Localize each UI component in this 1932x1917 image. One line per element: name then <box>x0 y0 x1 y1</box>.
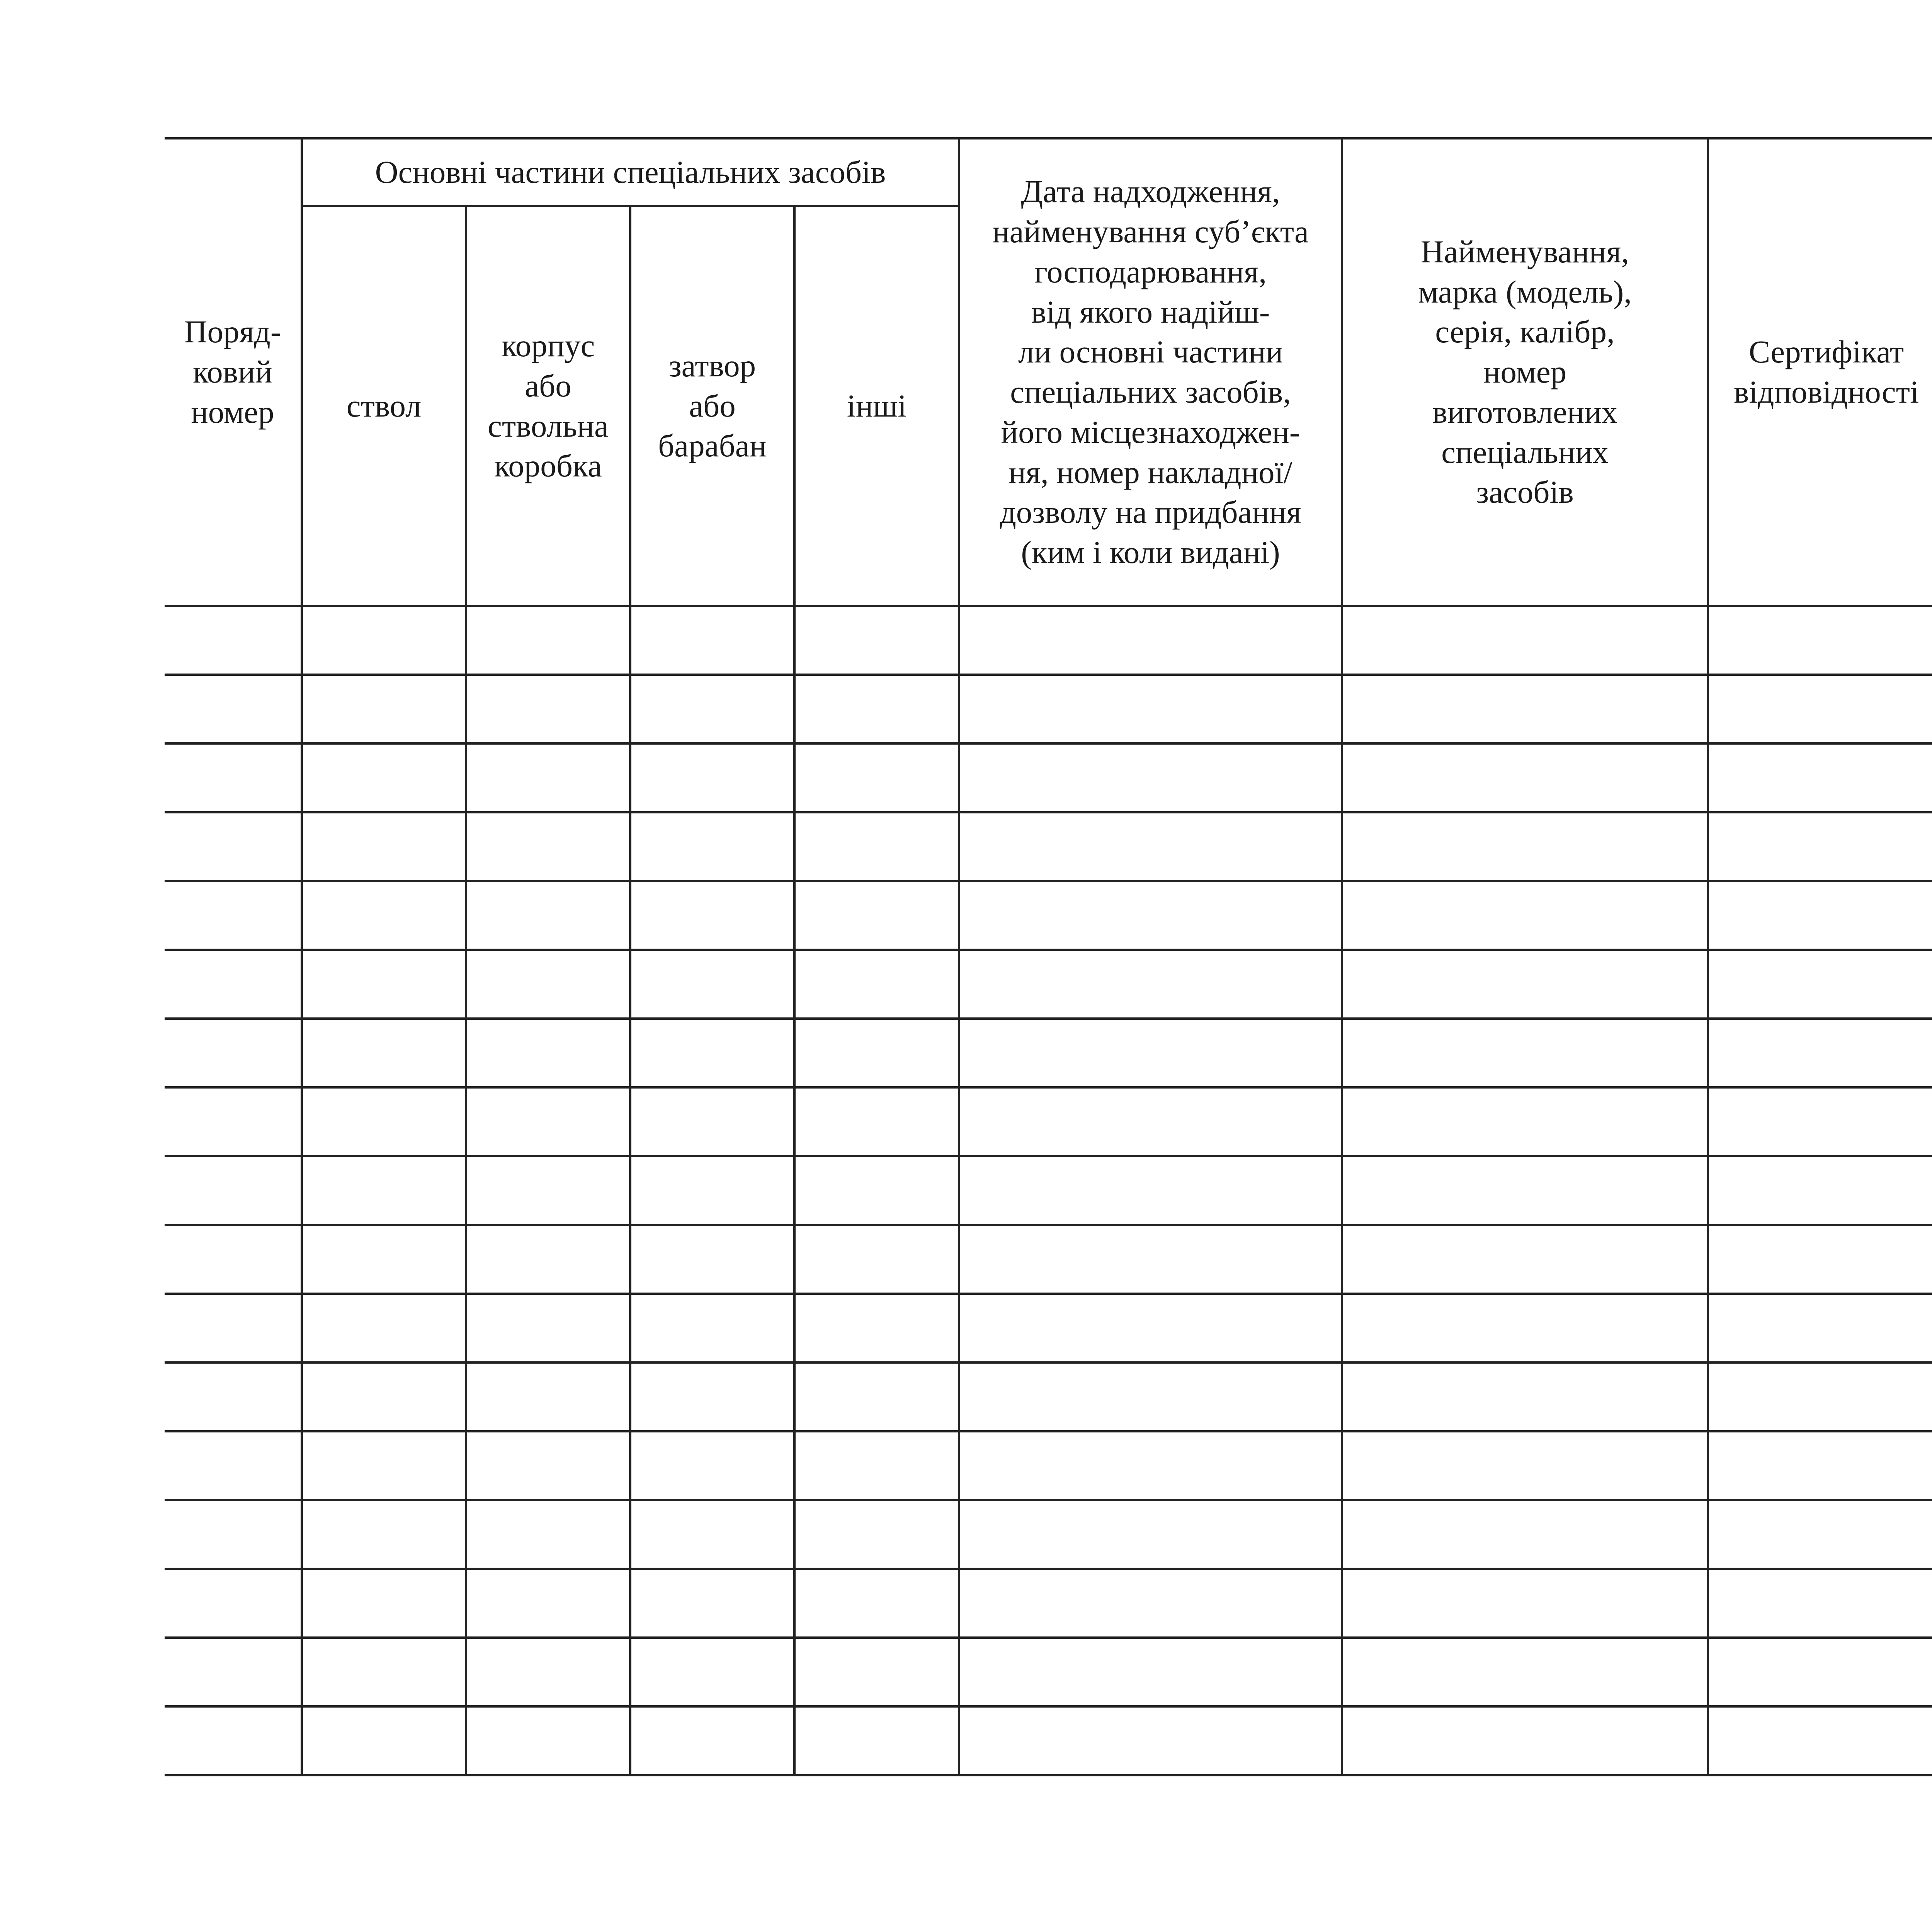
cell-receiver[interactable] <box>466 1500 630 1569</box>
column-header-receipt-label: Дата надходження, найменування суб’єкта господарювання, від якого надійш- ли основні частини спеціальних засобів, його місцезнаходжен- ня, номер накладної/ дозволу на придбання (ким і коли видані) <box>992 173 1309 570</box>
cell-product[interactable] <box>1342 1294 1708 1362</box>
cell-product[interactable] <box>1342 606 1708 675</box>
cell-product[interactable] <box>1342 1225 1708 1294</box>
cell-bolt[interactable] <box>630 812 794 881</box>
cell-barrel[interactable] <box>302 1569 466 1638</box>
table-row <box>165 950 1932 1019</box>
cell-number[interactable] <box>165 1431 302 1500</box>
cell-bolt[interactable] <box>630 1362 794 1431</box>
cell-receipt[interactable] <box>959 1569 1342 1638</box>
cell-barrel[interactable] <box>302 1362 466 1431</box>
table-row <box>165 1087 1932 1156</box>
cell-number[interactable] <box>165 606 302 675</box>
cell-number[interactable] <box>165 1569 302 1638</box>
cell-bolt[interactable] <box>630 1019 794 1087</box>
cell-number[interactable] <box>165 1500 302 1569</box>
table-row <box>165 1156 1932 1225</box>
cell-bolt[interactable] <box>630 881 794 950</box>
cell-certificate[interactable] <box>1708 743 1932 812</box>
cell-number[interactable] <box>165 1087 302 1156</box>
cell-product[interactable] <box>1342 675 1708 743</box>
column-header-bolt <box>630 206 794 606</box>
cell-other[interactable] <box>794 675 959 743</box>
cell-bolt[interactable] <box>630 1431 794 1500</box>
cell-product[interactable] <box>1342 1087 1708 1156</box>
cell-barrel[interactable] <box>302 1431 466 1500</box>
cell-receipt[interactable] <box>959 1156 1342 1225</box>
cell-bolt[interactable] <box>630 1087 794 1156</box>
column-header-barrel-label: ствол <box>346 388 422 424</box>
cell-other[interactable] <box>794 881 959 950</box>
cell-other[interactable] <box>794 743 959 812</box>
cell-certificate[interactable] <box>1708 1569 1932 1638</box>
column-header-number <box>165 138 302 606</box>
cell-number[interactable] <box>165 675 302 743</box>
cell-number[interactable] <box>165 1294 302 1362</box>
cell-receiver[interactable] <box>466 1156 630 1225</box>
cell-receiver[interactable] <box>466 1225 630 1294</box>
cell-certificate[interactable] <box>1708 1156 1932 1225</box>
cell-other[interactable] <box>794 1569 959 1638</box>
column-group-main-parts-label: Основні частини спеціальних засобів <box>375 154 886 190</box>
cell-certificate[interactable] <box>1708 950 1932 1019</box>
table-row <box>165 1706 1932 1775</box>
cell-product[interactable] <box>1342 1156 1708 1225</box>
table-row <box>165 1569 1932 1638</box>
cell-other[interactable] <box>794 950 959 1019</box>
cell-number[interactable] <box>165 812 302 881</box>
column-header-number-label: Поряд- ковий номер <box>184 314 281 430</box>
cell-barrel[interactable] <box>302 1225 466 1294</box>
table-row <box>165 1225 1932 1294</box>
column-header-other-label: інші <box>847 388 907 424</box>
cell-barrel[interactable] <box>302 743 466 812</box>
cell-bolt[interactable] <box>630 950 794 1019</box>
cell-number[interactable] <box>165 743 302 812</box>
table-header <box>165 138 1932 606</box>
table-row <box>165 1638 1932 1706</box>
cell-receipt[interactable] <box>959 1362 1342 1431</box>
cell-other[interactable] <box>794 1294 959 1362</box>
cell-number[interactable] <box>165 881 302 950</box>
column-header-barrel <box>302 206 466 606</box>
cell-certificate[interactable] <box>1708 812 1932 881</box>
cell-other[interactable] <box>794 1500 959 1569</box>
cell-number[interactable] <box>165 1156 302 1225</box>
cell-barrel[interactable] <box>302 1500 466 1569</box>
cell-certificate[interactable] <box>1708 1706 1932 1775</box>
cell-barrel[interactable] <box>302 1294 466 1362</box>
cell-bolt[interactable] <box>630 1156 794 1225</box>
cell-number[interactable] <box>165 950 302 1019</box>
cell-barrel[interactable] <box>302 1087 466 1156</box>
column-header-bolt-label: затвор або барабан <box>658 347 767 464</box>
column-header-certificate <box>1708 138 1932 606</box>
cell-receipt[interactable] <box>959 1500 1342 1569</box>
cell-receiver[interactable] <box>466 1019 630 1087</box>
cell-receiver[interactable] <box>466 1087 630 1156</box>
cell-certificate[interactable] <box>1708 1294 1932 1362</box>
cell-number[interactable] <box>165 1706 302 1775</box>
cell-receiver[interactable] <box>466 1569 630 1638</box>
cell-other[interactable] <box>794 1156 959 1225</box>
cell-receipt[interactable] <box>959 675 1342 743</box>
cell-receipt[interactable] <box>959 1225 1342 1294</box>
table-body <box>165 606 1932 1775</box>
cell-product[interactable] <box>1342 1019 1708 1087</box>
register-table <box>165 137 1932 1776</box>
cell-bolt[interactable] <box>630 675 794 743</box>
header-row-1 <box>165 138 1932 206</box>
cell-bolt[interactable] <box>630 1569 794 1638</box>
cell-product[interactable] <box>1342 881 1708 950</box>
cell-product[interactable] <box>1342 1431 1708 1500</box>
cell-number[interactable] <box>165 1638 302 1706</box>
cell-receiver[interactable] <box>466 1362 630 1431</box>
cell-other[interactable] <box>794 1087 959 1156</box>
cell-certificate[interactable] <box>1708 1362 1932 1431</box>
table-row <box>165 812 1932 881</box>
cell-product[interactable] <box>1342 1362 1708 1431</box>
cell-other[interactable] <box>794 1638 959 1706</box>
cell-receiver[interactable] <box>466 950 630 1019</box>
cell-receiver[interactable] <box>466 1294 630 1362</box>
cell-bolt[interactable] <box>630 1500 794 1569</box>
cell-receiver[interactable] <box>466 1431 630 1500</box>
table-row <box>165 1362 1932 1431</box>
column-header-other <box>794 206 959 606</box>
cell-number[interactable] <box>165 1362 302 1431</box>
cell-barrel[interactable] <box>302 1019 466 1087</box>
table-row <box>165 675 1932 743</box>
cell-product[interactable] <box>1342 1706 1708 1775</box>
column-header-certificate-label: Сертифікат відповідності <box>1733 334 1919 410</box>
cell-receipt[interactable] <box>959 1294 1342 1362</box>
table-row <box>165 1294 1932 1362</box>
cell-receipt[interactable] <box>959 743 1342 812</box>
cell-receipt[interactable] <box>959 1087 1342 1156</box>
cell-barrel[interactable] <box>302 1706 466 1775</box>
cell-receipt[interactable] <box>959 1431 1342 1500</box>
table-row <box>165 1500 1932 1569</box>
cell-receiver[interactable] <box>466 743 630 812</box>
cell-bolt[interactable] <box>630 1706 794 1775</box>
cell-barrel[interactable] <box>302 950 466 1019</box>
cell-receipt[interactable] <box>959 1019 1342 1087</box>
cell-receiver[interactable] <box>466 675 630 743</box>
column-header-product <box>1342 138 1708 606</box>
cell-product[interactable] <box>1342 743 1708 812</box>
cell-receipt[interactable] <box>959 881 1342 950</box>
cell-other[interactable] <box>794 812 959 881</box>
cell-product[interactable] <box>1342 1638 1708 1706</box>
cell-other[interactable] <box>794 1431 959 1500</box>
cell-receiver[interactable] <box>466 606 630 675</box>
cell-bolt[interactable] <box>630 606 794 675</box>
cell-other[interactable] <box>794 1225 959 1294</box>
cell-receipt[interactable] <box>959 812 1342 881</box>
cell-certificate[interactable] <box>1708 1087 1932 1156</box>
cell-certificate[interactable] <box>1708 675 1932 743</box>
table-row <box>165 1431 1932 1500</box>
cell-number[interactable] <box>165 1225 302 1294</box>
cell-certificate[interactable] <box>1708 1019 1932 1087</box>
cell-receiver[interactable] <box>466 1638 630 1706</box>
column-header-product-label: Найменування, марка (модель), серія, калібр, номер виготовлених спеціальних засобів <box>1418 233 1632 510</box>
cell-certificate[interactable] <box>1708 1225 1932 1294</box>
column-group-main-parts <box>302 138 959 206</box>
column-header-receiver <box>466 206 630 606</box>
cell-bolt[interactable] <box>630 743 794 812</box>
cell-certificate[interactable] <box>1708 1500 1932 1569</box>
cell-receiver[interactable] <box>466 881 630 950</box>
cell-bolt[interactable] <box>630 1294 794 1362</box>
cell-receiver[interactable] <box>466 1706 630 1775</box>
table-row <box>165 743 1932 812</box>
table-row <box>165 606 1932 675</box>
cell-barrel[interactable] <box>302 881 466 950</box>
cell-receipt[interactable] <box>959 1706 1342 1775</box>
cell-barrel[interactable] <box>302 675 466 743</box>
column-header-receipt <box>959 138 1342 606</box>
cell-other[interactable] <box>794 1362 959 1431</box>
table-row <box>165 1019 1932 1087</box>
cell-certificate[interactable] <box>1708 1638 1932 1706</box>
cell-other[interactable] <box>794 606 959 675</box>
cell-other[interactable] <box>794 1706 959 1775</box>
cell-receipt[interactable] <box>959 950 1342 1019</box>
cell-barrel[interactable] <box>302 812 466 881</box>
cell-barrel[interactable] <box>302 1638 466 1706</box>
cell-bolt[interactable] <box>630 1225 794 1294</box>
cell-barrel[interactable] <box>302 606 466 675</box>
cell-certificate[interactable] <box>1708 881 1932 950</box>
cell-receipt[interactable] <box>959 1638 1342 1706</box>
cell-barrel[interactable] <box>302 1156 466 1225</box>
cell-product[interactable] <box>1342 812 1708 881</box>
cell-certificate[interactable] <box>1708 606 1932 675</box>
cell-certificate[interactable] <box>1708 1431 1932 1500</box>
cell-receipt[interactable] <box>959 606 1342 675</box>
cell-number[interactable] <box>165 1019 302 1087</box>
cell-product[interactable] <box>1342 950 1708 1019</box>
cell-bolt[interactable] <box>630 1638 794 1706</box>
cell-product[interactable] <box>1342 1500 1708 1569</box>
cell-receiver[interactable] <box>466 812 630 881</box>
cell-other[interactable] <box>794 1019 959 1087</box>
cell-product[interactable] <box>1342 1569 1708 1638</box>
column-header-receiver-label: корпус або ствольна коробка <box>488 328 609 484</box>
table-row <box>165 881 1932 950</box>
